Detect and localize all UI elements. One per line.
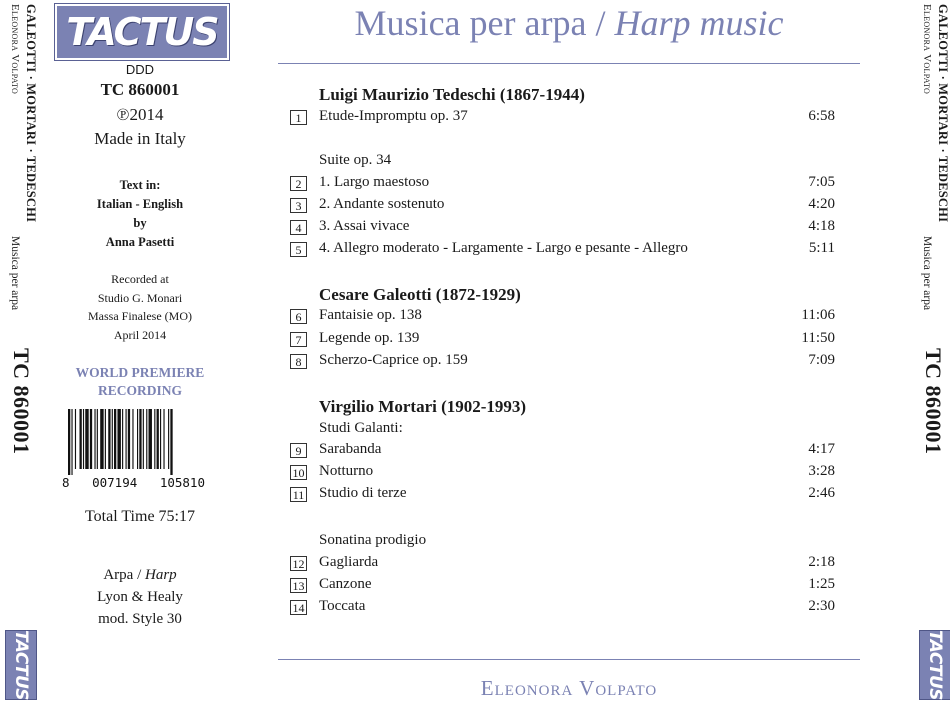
recorded-at: Recorded at: [111, 272, 169, 286]
composer-heading: Luigi Maurizio Tedeschi (1867-1944): [319, 85, 585, 104]
barcode-bar: [168, 409, 169, 469]
work-subheading: Sonatina prodigio: [319, 532, 427, 548]
track-title: Toccata: [319, 598, 366, 614]
barcode-digits: 8 007194 105810: [62, 475, 205, 489]
world-premiere-badge: [55, 364, 225, 400]
track-duration: 11:50: [801, 330, 835, 346]
track-row: [290, 174, 835, 194]
track-row: [290, 108, 835, 128]
instrument-line: [55, 564, 225, 586]
track-row: [290, 330, 835, 350]
track-row: [290, 240, 835, 260]
spine-performer: Eleonora Volpato: [921, 4, 933, 95]
track-title: Etude-Impromptu op. 37: [319, 108, 468, 124]
barcode-bar: [85, 409, 88, 469]
barcode-bar: [154, 409, 155, 469]
barcode-bar: [139, 409, 141, 469]
track-duration: 1:25: [808, 576, 835, 592]
track-duration: 4:17: [808, 441, 835, 457]
bottom-divider: [278, 659, 860, 660]
barcode: [60, 409, 218, 489]
spine-logo: [5, 630, 37, 700]
track-number: 1: [290, 110, 307, 125]
instrument-english: Harp: [144, 567, 177, 583]
track-title: Gagliarda: [319, 554, 379, 570]
right-spine: [912, 0, 950, 703]
spine-catalog-code: TC 860001: [9, 348, 34, 455]
text-credits: [55, 176, 225, 252]
spine-performer: Eleonora Volpato: [9, 4, 21, 95]
track-title: 4. Allegro moderato - Largamente - Largo e pesante - Allegro: [319, 240, 688, 256]
instrument-maker: Lyon & Healy: [97, 589, 183, 605]
barcode-bar: [122, 409, 123, 469]
premiere-line-1: WORLD PREMIERE: [75, 365, 205, 380]
track-number: 4: [290, 220, 307, 235]
track-duration: 4:18: [808, 218, 835, 234]
barcode-bar: [108, 409, 110, 469]
track-row: [290, 485, 835, 505]
tactus-logo: [55, 4, 229, 60]
premiere-line-2: RECORDING: [97, 383, 182, 398]
track-number: 12: [290, 556, 307, 571]
performer-name: Eleonora Volpato: [480, 676, 658, 700]
spine-artists: GALEOTTI · MORTARI · TEDESCHI: [24, 4, 38, 223]
barcode-bar: [94, 409, 95, 469]
track-duration: 6:58: [808, 108, 835, 124]
track-number: 14: [290, 600, 307, 615]
barcode-bar: [163, 409, 164, 469]
made-in: Made in Italy: [94, 129, 186, 148]
track-number: 9: [290, 443, 307, 458]
barcode-bar: [114, 409, 116, 469]
track-title: Notturno: [319, 463, 374, 479]
track-number: 11: [290, 487, 307, 502]
track-title: 3. Assai vivace: [319, 218, 410, 234]
track-row: [290, 598, 835, 618]
spine-title: Musica per arpa: [921, 236, 933, 311]
barcode-bar: [105, 409, 106, 469]
track-duration: 7:09: [808, 352, 835, 368]
ddd-label: DDD: [125, 62, 155, 77]
barcode-bar: [128, 409, 130, 469]
instrument-info: [55, 564, 225, 630]
recording-info: [55, 270, 225, 344]
top-divider: [278, 63, 860, 64]
track-duration: 2:30: [808, 598, 835, 614]
spine-logo-text: TACTUS: [925, 629, 945, 701]
barcode-bar: [71, 409, 72, 475]
composer-heading: Cesare Galeotti (1872-1929): [319, 285, 521, 304]
barcode-bar: [117, 409, 120, 469]
track-row: [290, 218, 835, 238]
barcode-bar: [126, 409, 127, 469]
track-title: Legende op. 139: [319, 330, 420, 346]
recording-date: April 2014: [113, 327, 167, 342]
track-duration: 2:46: [808, 485, 835, 501]
track-duration: 7:05: [808, 174, 835, 190]
barcode-bar: [112, 409, 113, 469]
work-subheading: Suite op. 34: [319, 152, 392, 168]
track-number: 6: [290, 309, 307, 324]
track-number: 7: [290, 332, 307, 347]
text-in-label: Text in:: [119, 178, 161, 192]
barcode-bar: [149, 409, 152, 469]
barcode-bar: [143, 409, 144, 469]
track-row: [290, 196, 835, 216]
track-duration: 5:11: [808, 240, 835, 256]
track-title: Studio di terze: [319, 485, 407, 501]
barcode-bar: [68, 409, 70, 475]
barcode-bar: [83, 409, 84, 469]
track-duration: 11:06: [801, 307, 835, 323]
logo-text: TACTUS: [66, 10, 218, 54]
track-number: 3: [290, 198, 307, 213]
track-title: Canzone: [319, 576, 372, 592]
track-number: 13: [290, 578, 307, 593]
track-row: [290, 352, 835, 372]
track-duration: 4:20: [808, 196, 835, 212]
barcode-bar: [80, 409, 82, 469]
text-author: Anna Pasetti: [105, 235, 175, 249]
work-subheading: Studi Galanti:: [319, 420, 403, 436]
text-by: by: [133, 216, 147, 230]
album-title-english: Harp music: [614, 3, 784, 43]
composer-heading: Virgilio Mortari (1902-1993): [319, 397, 527, 416]
catalog-code: TC 860001: [100, 80, 180, 99]
left-spine: [0, 0, 40, 703]
track-row: [290, 554, 835, 574]
track-row: [290, 576, 835, 596]
spine-artists: GALEOTTI · MORTARI · TEDESCHI: [936, 4, 950, 223]
studio-name: Studio G. Monari: [97, 290, 183, 305]
barcode-bar: [97, 409, 98, 469]
track-duration: 3:28: [808, 463, 835, 479]
barcode-bar: [157, 409, 159, 469]
track-number: 2: [290, 176, 307, 191]
track-title: 1. Largo maestoso: [319, 174, 430, 190]
barcode-bar: [75, 409, 76, 469]
track-number: 5: [290, 242, 307, 257]
track-number: 8: [290, 354, 307, 369]
track-row: [290, 307, 835, 327]
track-row: [290, 463, 835, 483]
instrument-italian: Arpa /: [103, 567, 142, 583]
track-duration: 2:18: [808, 554, 835, 570]
barcode-bar: [170, 409, 172, 475]
barcode-bar: [90, 409, 92, 469]
barcode-bar: [146, 409, 147, 469]
track-title: Scherzo-Caprice op. 159: [319, 352, 468, 368]
spine-title: Musica per arpa: [9, 236, 21, 311]
barcode-bar: [132, 409, 133, 469]
spine-logo-text: TACTUS: [11, 629, 31, 701]
spine-logo: [919, 630, 950, 700]
barcode-bar: [100, 409, 103, 469]
studio-location: Massa Finalese (MO): [88, 309, 192, 323]
track-title: 2. Andante sostenuto: [319, 196, 445, 212]
track-title: Fantaisie op. 138: [319, 307, 422, 323]
spine-catalog-code: TC 860001: [921, 348, 946, 455]
album-title: [278, 2, 860, 44]
phonogram-year: ℗2014: [116, 105, 164, 124]
album-title-italian: Musica per arpa /: [354, 3, 606, 43]
barcode-bar: [160, 409, 161, 469]
text-languages: Italian - English: [96, 197, 184, 211]
track-number: 10: [290, 465, 307, 480]
total-time: Total Time 75:17: [84, 508, 195, 525]
track-row: [290, 441, 835, 461]
barcode-bar: [137, 409, 138, 469]
track-title: Sarabanda: [319, 441, 382, 457]
instrument-model: mod. Style 30: [98, 611, 182, 627]
